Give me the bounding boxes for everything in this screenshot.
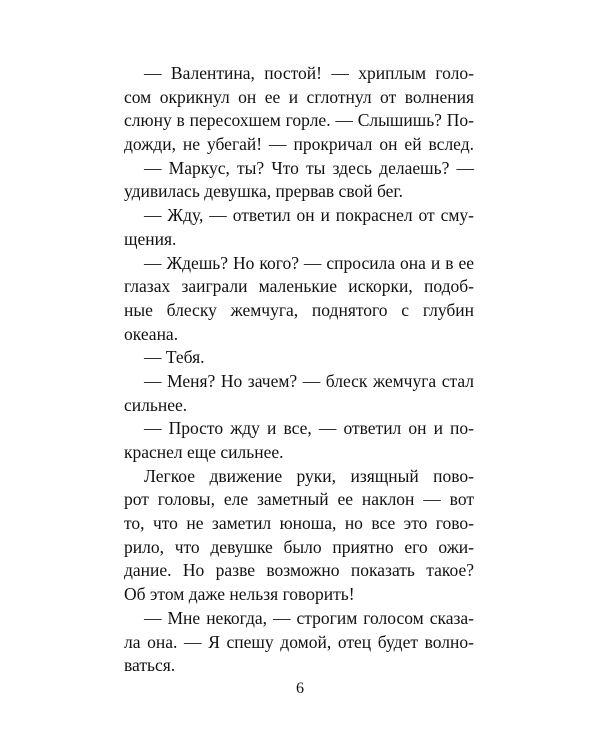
text-line: — Просто жду и все, — ответил он и по- <box>144 418 474 439</box>
text-line: удивилась девушка, прервав свой бег. <box>124 181 403 202</box>
text-line: то, что не заметил юноша, но все это гово- <box>124 513 474 534</box>
text-line: — Тебя. <box>144 347 205 368</box>
text-line: ваться. <box>124 655 176 676</box>
text-line: краснел еще сильнее. <box>124 442 284 462</box>
text-line: сильнее. <box>124 394 188 415</box>
text-line: рило, что девушке было приятно его ожи- <box>124 536 474 557</box>
text-line: — Валентина, постой! — хриплым голо- <box>144 63 474 83</box>
text-line: слюну в пересохшем горле. — Слышишь? По- <box>124 110 474 131</box>
text-line: рот головы, еле заметный ее наклон — вот <box>124 489 474 510</box>
text-line: щения. <box>124 228 177 249</box>
page-number: 6 <box>296 680 304 697</box>
text-line: — Мне некогда, — строгим голосом сказа- <box>144 607 474 628</box>
text-line: Легкое движение руки, изящный пово- <box>144 465 474 486</box>
text-line: дожди, не убегай! — прокричал он ей вслед. <box>124 134 474 155</box>
text-line: океана. <box>124 323 179 344</box>
text-line: — Маркус, ты? Что ты здесь делаешь? — <box>144 157 474 178</box>
text-line: ные блеску жемчуга, поднятого с глубин <box>124 299 474 320</box>
text-line: — Жду, — ответил он и покраснел от сму- <box>144 205 474 226</box>
text-line: — Ждешь? Но кого? — спросила она и в ее <box>144 252 474 273</box>
page-text-block <box>124 62 474 678</box>
text-line: — Меня? Но зачем? — блеск жемчуга стал <box>144 370 474 391</box>
text-line: дание. Но разве возможно показать такое? <box>124 560 474 581</box>
text-line: глазах заиграли маленькие искорки, подоб- <box>124 276 474 297</box>
text-line: ла она. — Я спешу домой, отец будет волно- <box>124 631 474 652</box>
text-line: Об этом даже нельзя говорить! <box>124 584 355 605</box>
text-line: сом окрикнул он ее и сглотнул от волнения <box>124 86 474 107</box>
